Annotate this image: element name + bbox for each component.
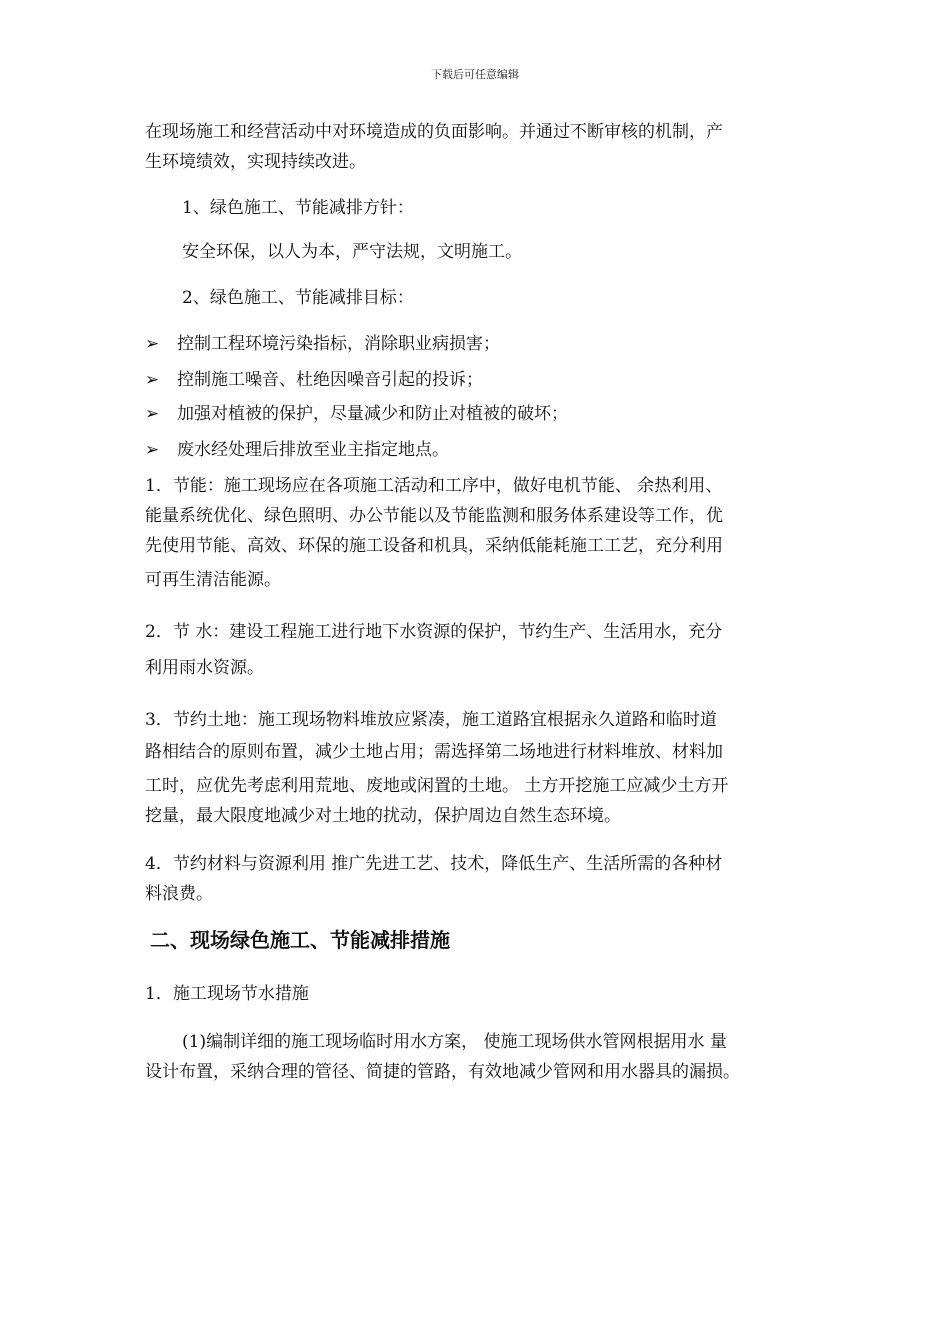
arrow-bullet-icon: ➢ (145, 440, 160, 460)
goal-text: 控制工程环境污染指标，消除职业病损害； (177, 334, 500, 354)
goal-text: 废水经处理后排放至业主指定地点。 (177, 440, 449, 460)
goal-item (145, 366, 483, 394)
policy-text: 安全环保，以人为本，严守法规，文明施工。 (182, 242, 522, 262)
item-1-line-1: 1．节能：施工现场应在各项施工活动和工序中，做好电机节能、 余热利用、 (145, 476, 723, 496)
intro-line-1: 在现场施工和经营活动中对环境造成的负面影响。并通过不断审核的机制，产 (145, 122, 723, 142)
item-3-line-4: 挖量，最大限度地减少对土地的扰动，保护周边自然生态环境。 (145, 806, 621, 826)
arrow-bullet-icon: ➢ (145, 370, 160, 390)
policy-title: 1、绿色施工、节能减排方针： (182, 198, 414, 218)
goal-text: 加强对植被的保护，尽量减少和防止对植被的破坏； (177, 404, 568, 424)
measure-line-1: (1)编制详细的施工现场临时用水方案， 使施工现场供水管网根据用水 量 (182, 1032, 727, 1052)
item-4-line-2: 料浪费。 (145, 884, 213, 904)
item-2-line-1: 2．节 水：建设工程施工进行地下水资源的保护，节约生产、生活用水，充分 (145, 622, 723, 642)
goal-title: 2、绿色施工、节能减排目标： (182, 288, 414, 308)
goal-item (145, 330, 500, 358)
goal-text: 控制施工噪音、杜绝因噪音引起的投诉； (177, 370, 483, 390)
item-2-line-2: 利用雨水资源。 (145, 658, 264, 678)
section-heading: 二、现场绿色施工、节能减排措施 (150, 928, 450, 952)
page-header: 下载后可任意编辑 (431, 68, 519, 81)
item-4-line-1: 4．节约材料与资源利用 推广先进工艺、技术，降低生产、生活所需的各种材 (145, 854, 723, 874)
goal-item (145, 400, 568, 428)
item-1-line-2: 能量系统优化、绿色照明、办公节能以及节能监测和服务体系建设等工作，优 (145, 506, 723, 526)
item-1-line-4: 可再生清洁能源。 (145, 570, 281, 590)
item-1-line-3: 先使用节能、高效、环保的施工设备和机具，采纳低能耗施工工艺，充分利用 (145, 536, 723, 556)
arrow-bullet-icon: ➢ (145, 404, 160, 424)
intro-line-2: 生环境绩效，实现持续改进。 (145, 152, 366, 172)
item-3-line-3: 工时，应优先考虑利用荒地、废地或闲置的土地。 土方开挖施工应减少土方开 (145, 776, 729, 796)
item-3-line-1: 3．节约土地：施工现场物料堆放应紧凑，施工道路宜根据永久道路和临时道 (145, 710, 717, 730)
sub-heading: 1．施工现场节水措施 (145, 984, 309, 1004)
measure-line-2: 设计布置，采纳合理的管径、简捷的管路，有效地减少管网和用水器具的漏损。 (145, 1062, 740, 1082)
goal-item (145, 436, 449, 464)
arrow-bullet-icon: ➢ (145, 334, 160, 354)
item-3-line-2: 路相结合的原则布置，减少土地占用；需选择第二场地进行材料堆放、材料加 (145, 742, 723, 762)
